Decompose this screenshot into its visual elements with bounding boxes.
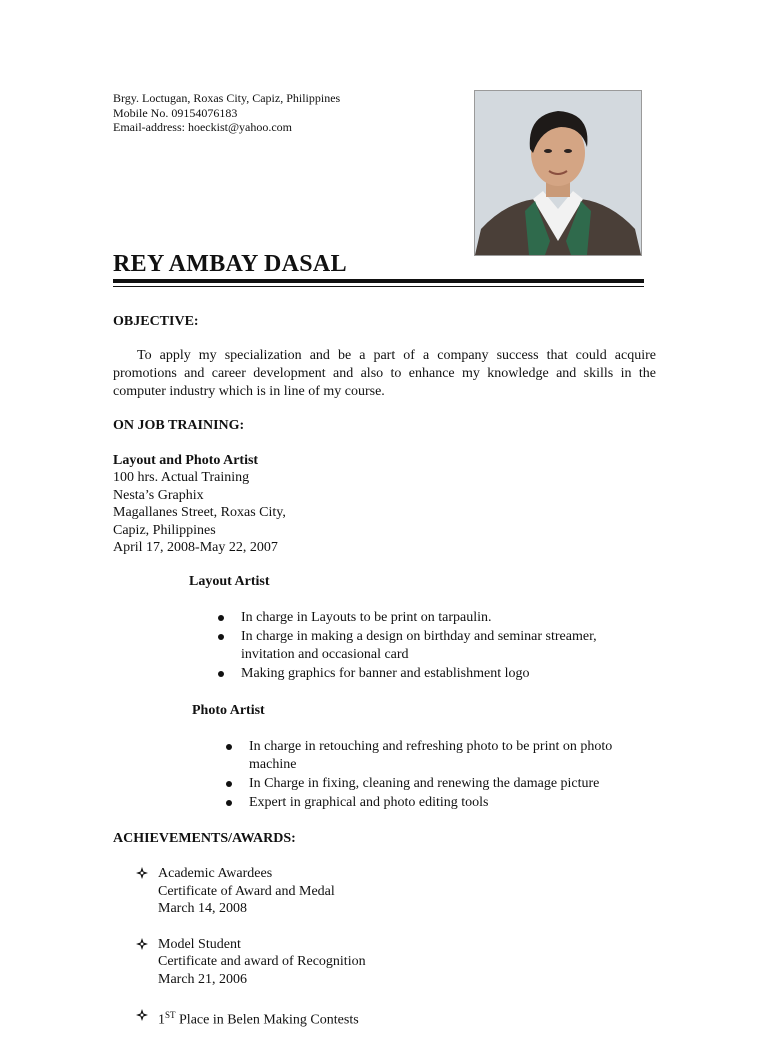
list-item: In charge in making a design on birthday and seminar streamer, bbox=[241, 628, 597, 646]
award-date: March 21, 2006 bbox=[158, 971, 248, 987]
diamond-bullet-icon bbox=[136, 867, 148, 879]
divider-thick bbox=[113, 279, 644, 283]
award-date: March 14, 2008 bbox=[158, 901, 248, 917]
photo-artist-heading: Photo Artist bbox=[192, 703, 265, 718]
list-item: Expert in graphical and photo editing tools bbox=[249, 794, 612, 812]
ojt-province: Capiz, Philippines bbox=[113, 522, 216, 538]
ojt-position: Layout and Photo Artist bbox=[113, 453, 259, 468]
list-item: In charge in Layouts to be print on tarpaulin. bbox=[241, 609, 597, 627]
bullet-icon bbox=[226, 781, 232, 787]
bullet-icon bbox=[218, 671, 224, 677]
email-line: Email-address: hoeckist@yahoo.com bbox=[113, 120, 293, 134]
photo-artist-list bbox=[249, 738, 612, 813]
diamond-bullet-icon bbox=[136, 938, 148, 950]
profile-photo bbox=[474, 90, 642, 256]
layout-artist-list bbox=[241, 609, 597, 684]
layout-artist-heading: Layout Artist bbox=[189, 574, 270, 589]
address-line: Brgy. Loctugan, Roxas City, Capiz, Philippines bbox=[113, 91, 341, 105]
award-title: Academic Awardees bbox=[158, 866, 273, 881]
award-detail: Certificate of Award and Medal bbox=[158, 883, 335, 899]
ojt-street: Magallanes Street, Roxas City, bbox=[113, 505, 286, 521]
award-item bbox=[136, 936, 366, 989]
award-detail: Certificate and award of Recognition bbox=[158, 954, 366, 970]
ojt-hours: 100 hrs. Actual Training bbox=[113, 470, 250, 486]
bullet-icon bbox=[218, 634, 224, 640]
list-item-continuation: machine bbox=[249, 757, 297, 772]
mobile-line: Mobile No. 09154076183 bbox=[113, 105, 238, 120]
full-name: REY AMBAY DASAL bbox=[113, 251, 347, 277]
ojt-heading: ON JOB TRAINING: bbox=[113, 418, 245, 433]
achievements-list bbox=[136, 865, 366, 1047]
list-item-continuation: invitation and occasional card bbox=[241, 647, 409, 662]
contact-info bbox=[113, 91, 340, 135]
bullet-icon bbox=[226, 800, 232, 806]
objective-text: To apply my specialization and be a part of a company success that could acquire promotions and career development and also to enhance my knowledge and skills in the computer industry which is in line of my course. bbox=[113, 348, 656, 399]
diamond-bullet-icon bbox=[136, 1009, 148, 1021]
award-title: Model Student bbox=[158, 936, 241, 952]
objective-heading: OBJECTIVE: bbox=[113, 314, 199, 329]
award-title: 1ST Place in Belen Making Contests bbox=[158, 1009, 359, 1028]
list-item: In charge in retouching and refreshing photo to be print on photo bbox=[249, 738, 612, 756]
award-item bbox=[136, 865, 366, 918]
ojt-company: Nesta’s Graphix bbox=[113, 487, 204, 503]
list-item: Making graphics for banner and establishment logo bbox=[241, 665, 597, 683]
achievements-heading: ACHIEVEMENTS/AWARDS: bbox=[113, 831, 296, 846]
ojt-details bbox=[113, 452, 286, 556]
ojt-dates: April 17, 2008-May 22, 2007 bbox=[113, 540, 278, 556]
list-item: In Charge in fixing, cleaning and renewing the damage picture bbox=[249, 775, 612, 793]
bullet-icon bbox=[218, 615, 224, 621]
bullet-icon bbox=[226, 744, 232, 750]
divider-thin bbox=[113, 286, 644, 287]
award-item bbox=[136, 1007, 366, 1029]
